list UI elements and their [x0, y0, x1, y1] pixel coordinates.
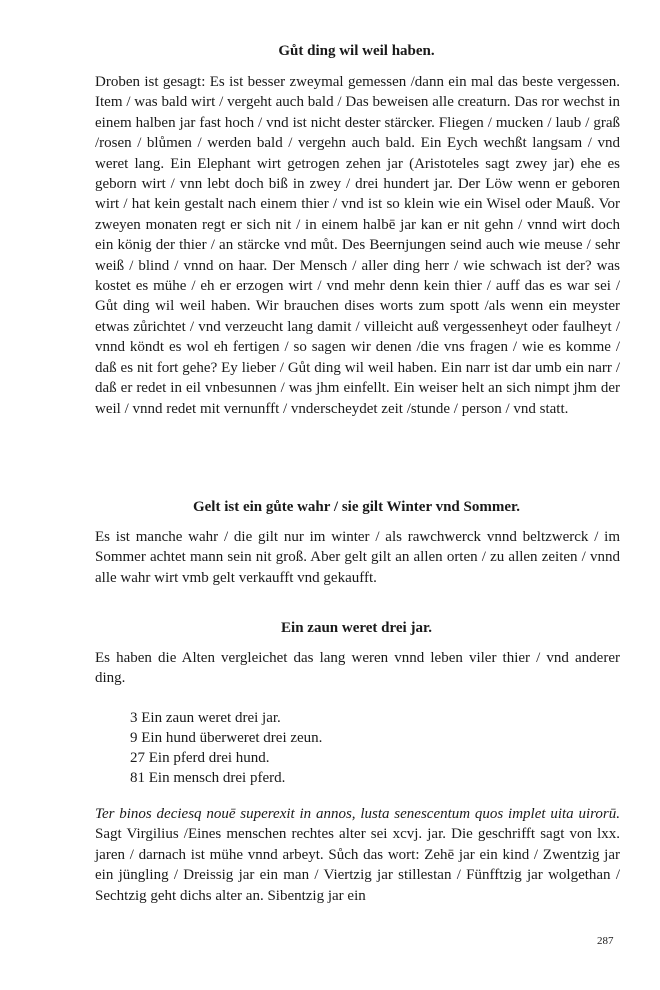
- page-number: 287: [597, 935, 614, 947]
- latin-quote: Ter binos deciesq nouē superexit in annos, lusta senescentum quos implet uita uirorū.: [95, 806, 620, 822]
- latin-paragraph: [95, 804, 620, 906]
- section-body-2: Es ist manche wahr / die gilt nur im winter / als rawchwerck vnnd beltzwerck / im Sommer achtet mann sein nit groß. Aber gelt gilt an allen orten / zu allen zeiten / vnnd alle wahr wirt vmb gelt verkaufft vnd gekaufft.: [95, 529, 620, 586]
- section-heading-3: Ein zaun weret drei jar.: [281, 620, 432, 636]
- verse-line: 81 Ein mensch drei pferd.: [130, 770, 286, 786]
- verse-line: 9 Ein hund überweret drei zeun.: [130, 730, 323, 746]
- verse-line: 3 Ein zaun weret drei jar.: [130, 710, 281, 726]
- section-heading-2: Gelt ist ein gůte wahr / sie gilt Winter vnd Sommer.: [192, 499, 521, 515]
- closing-text: Sagt Virgilius /Eines menschen rechtes alter sei xcvj. jar. Die geschrifft sagt von lxx. jaren / darnach ist mühe vnnd arbeyt. Sůch das wort: Zehē jar ein kind / Zwentzig jar ein jüngling / Dreissig jar ein man / Viertzig jar stillestan / Fünfftzig jar wolgethan / Sechtzig geht dichs alter an. Sibentzig jar ein: [95, 826, 620, 904]
- section-heading-1: Gůt ding wil weil haben.: [278, 43, 435, 59]
- section-body-1: Droben ist gesagt: Es ist besser zweymal gemessen /dann ein mal das beste vergessen. Item / was bald wirt / vergeht auch bald / Das beweisen alle creaturn. Das ror wechst in einem halben jar fast hoch / vnd ist nicht dester stärcker. Fliegen / mucken / laub / graß /rosen / blůmen / werden bald / vergehn auch bald. Ein Eych wechßt langsam / vnd weret lang. Ein Elephant wirt getrogen zehen jar (Aristoteles sagt zwey jar) ehe es geborn wirt / vnn lebt doch biß in zwey / drei hundert jar. Der Löw wenn er geboren wirt / hat kein gestalt nach einem thier / vnd ist so klein wie ein Wisel oder Mauß. Vor zweyen monaten regt er sich nit / in einem halbē jar kan er nit gehn / vnnd wirt doch ein könig der thier / an stärcke vnd můt. Des Beernjungen seind auch wie meuse / sehr weiß / blind / vnnd on haar. Der Mensch / aller ding herr / wie schwach ist der? was kostet es mühe / eh er erzogen wirt / vnd mehr denn kein thier / auff das es war sei / Gůt ding wil weil haben. Wir brauchen dises worts zum spott /als wenn ein meyster etwas zůrichtet / vnd verzeucht lang damit / villeicht auß vergessenheyt oder faulheyt / vnnd köndt es wol eh fertigen / so sagen wir denen /die vns fragen / wie es komme / daß es nit fort gehe? Ey lieber / Gůt ding wil weil haben. Ein narr ist dar umb ein narr / daß er redet in eil vnbesunnen / was jhm einfellt. Ein weiser helt an sich nimpt jhm der weil / vnnd redet mit vernunfft / vnderscheydet zeit /stunde / person / vnd statt.: [95, 74, 620, 417]
- section-body-3: Es haben die Alten vergleichet das lang weren vnnd leben viler thier / vnd anderer ding.: [95, 650, 620, 687]
- verse-list: [130, 708, 322, 788]
- verse-line: 27 Ein pferd drei hund.: [130, 750, 270, 766]
